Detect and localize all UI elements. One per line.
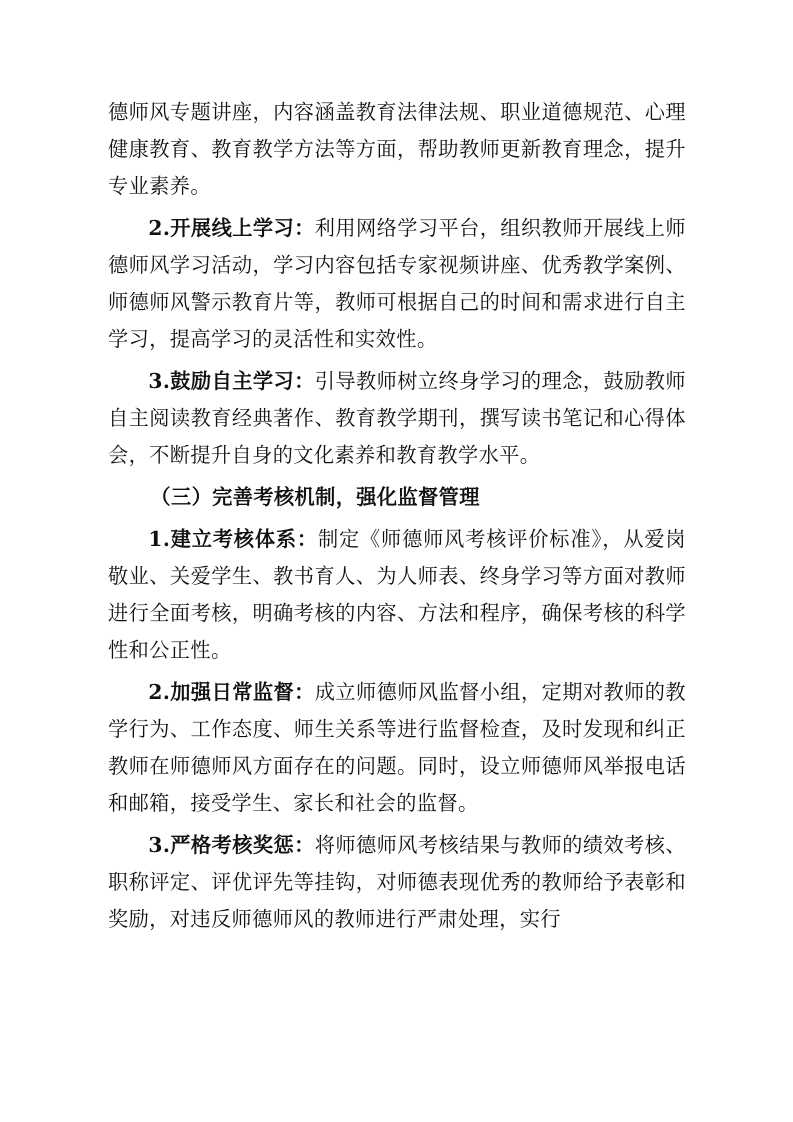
paragraph-online-learning [108,210,686,358]
paragraph-rewards-penalties [108,827,686,938]
paragraph-lecture-continuation [108,94,686,205]
paragraph-text: 德师风专题讲座，内容涵盖教育法律法规、职业道德规范、心理健康教育、教育教学方法等方面，帮助教师更新教育理念，提升专业素养。 [108,100,686,198]
paragraph-text: 制定《师德师风考核评价标准》，从爱岗敬业、关爱学生、教书育人、为人师表、终身学习等方面对教师进行全面考核，明确考核的内容、方法和程序，确保考核的科学性和公正性。 [108,527,686,662]
document-body [108,94,686,943]
paragraph-lead: 1.建立考核体系： [148,527,318,551]
paragraph-lead: 3.严格考核奖惩： [148,833,315,857]
paragraph-text: 成立师德师风监督小组，定期对教师的教学行为、工作态度、师生关系等进行监督检查，及时发现和纠正教师在师德师风方面存在的问题。同时，设立师德师风举报电话和邮箱，接受学生、家长和社会的监督。 [108,680,686,815]
paragraph-daily-supervision [108,674,686,822]
paragraph-lead: 2.开展线上学习： [148,216,315,240]
paragraph-assessment-system [108,521,686,669]
paragraph-text: 引导教师树立终身学习的理念，鼓励教师自主阅读教育经典著作、教育教学期刊，撰写读书笔记和心得体会，不断提升自身的文化素养和教育教学水平。 [108,369,686,467]
paragraph-text: 将师德师风考核结果与教师的绩效考核、职称评定、评优评先等挂钩，对师德表现优秀的教师给予表彰和奖励，对违反师德师风的教师进行严肃处理，实行 [108,833,686,931]
section-heading [108,479,686,516]
paragraph-lead: 2.加强日常监督： [148,680,315,704]
paragraph-self-study [108,363,686,474]
paragraph-lead: 3.鼓励自主学习： [148,369,315,393]
section-heading-text: （三）完善考核机制，强化监督管理 [150,485,480,509]
paragraph-text: 利用网络学习平台，组织教师开展线上师德师风学习活动，学习内容包括专家视频讲座、优秀教学案例、师德师风警示教育片等，教师可根据自己的时间和需求进行自主学习，提高学习的灵活性和实效性。 [108,216,686,351]
